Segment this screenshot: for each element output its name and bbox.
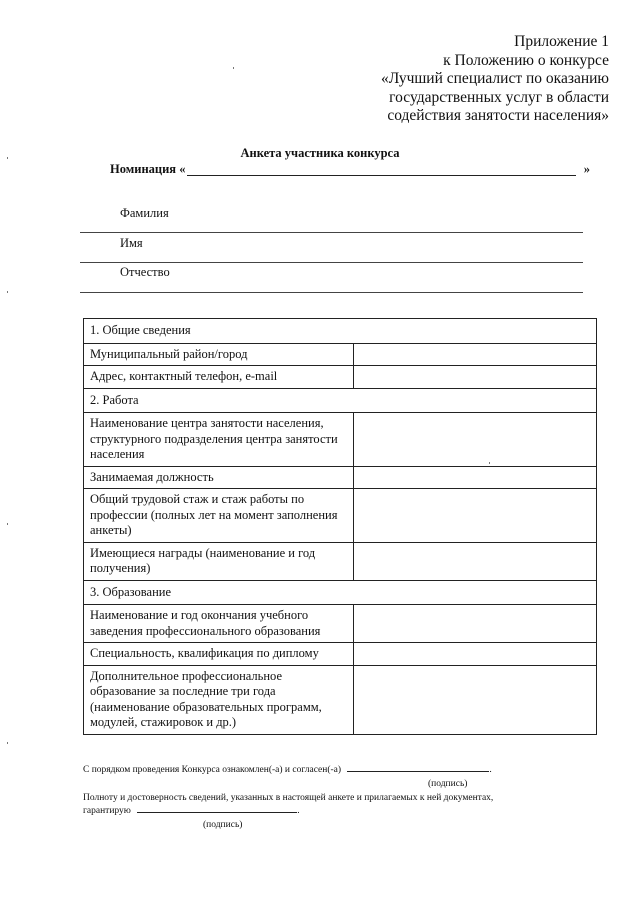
answer-cell[interactable]	[354, 413, 597, 467]
nomination-closing-quote: »	[583, 162, 590, 176]
form-title: Анкета участника конкурса	[240, 146, 400, 160]
survey-table	[83, 318, 597, 735]
answer-cell[interactable]	[354, 643, 597, 666]
scan-speck	[7, 523, 8, 525]
question-cell: Специальность, квалификация по диплому	[84, 643, 354, 666]
table-row	[84, 366, 597, 389]
appendix-line: государственных услуг в области	[389, 88, 609, 106]
appendix-line: «Лучший специалист по оказанию	[380, 70, 609, 87]
table-row	[84, 605, 597, 643]
appendix-line: Приложение 1	[514, 33, 609, 50]
nomination-label: Номинация «	[110, 162, 186, 176]
guarantee-text: Полноту и достоверность сведений, указанных в настоящей анкете и прилагаемых к ней документах,	[83, 793, 494, 803]
consent-signature-line[interactable]	[347, 771, 489, 772]
guarantee-line	[83, 806, 300, 816]
guarantee-signature-line[interactable]	[137, 812, 297, 813]
section-title: 3. Образование	[84, 580, 597, 605]
table-row	[84, 466, 597, 489]
appendix-line: к Положению о конкурсе	[443, 51, 609, 69]
table-row	[84, 542, 597, 580]
answer-cell[interactable]	[354, 489, 597, 543]
section-title: 2. Работа	[84, 388, 597, 413]
question-cell: Наименование и год окончания учебного заведения профессионального образования	[84, 605, 354, 643]
scan-speck	[7, 742, 8, 744]
patronymic-label: Отчество	[120, 265, 170, 279]
scan-speck	[489, 462, 490, 464]
signature-caption: (подпись)	[203, 820, 243, 830]
answer-cell[interactable]	[354, 542, 597, 580]
answer-cell[interactable]	[354, 605, 597, 643]
table-row	[84, 413, 597, 467]
answer-cell[interactable]	[354, 366, 597, 389]
answer-cell[interactable]	[354, 665, 597, 734]
question-cell: Наименование центра занятости населения, структурного подразделения центра занятости населения	[84, 413, 354, 467]
section-title: 1. Общие сведения	[84, 319, 597, 344]
scan-speck	[233, 67, 234, 69]
firstname-label: Имя	[120, 236, 143, 250]
section-row	[84, 388, 597, 413]
table-row	[84, 665, 597, 734]
surname-label: Фамилия	[120, 206, 169, 220]
surname-input-line[interactable]	[80, 232, 583, 233]
table-row	[84, 489, 597, 543]
consent-end: .	[489, 765, 492, 775]
table-row	[84, 343, 597, 366]
scan-speck	[7, 291, 8, 293]
nomination-field	[110, 162, 590, 178]
consent-line	[83, 765, 492, 775]
table-row	[84, 643, 597, 666]
question-cell: Адрес, контактный телефон, e-mail	[84, 366, 354, 389]
firstname-input-line[interactable]	[80, 262, 583, 263]
patronymic-input-line[interactable]	[80, 292, 583, 293]
signature-caption: (подпись)	[428, 779, 468, 789]
answer-cell[interactable]	[354, 343, 597, 366]
scan-speck	[7, 157, 8, 159]
guarantee-end: .	[297, 806, 300, 816]
consent-text: С порядком проведения Конкурса ознакомлен(-а) и согласен(-а)	[83, 765, 342, 775]
answer-cell[interactable]	[354, 466, 597, 489]
question-cell: Муниципальный район/город	[84, 343, 354, 366]
appendix-header	[381, 33, 609, 126]
section-row	[84, 319, 597, 344]
question-cell: Занимаемая должность	[84, 466, 354, 489]
question-cell: Общий трудовой стаж и стаж работы по профессии (полных лет на момент заполнения анкеты)	[84, 489, 354, 543]
appendix-line: содействия занятости населения»	[387, 107, 609, 124]
section-row	[84, 580, 597, 605]
nomination-input-line[interactable]	[187, 175, 576, 176]
guarantee-word: гарантирую	[83, 806, 131, 816]
question-cell: Дополнительное профессиональное образование за последние три года (наименование образовательных программ, модулей, стажировок и др.)	[84, 665, 354, 734]
question-cell: Имеющиеся награды (наименование и год получения)	[84, 542, 354, 580]
